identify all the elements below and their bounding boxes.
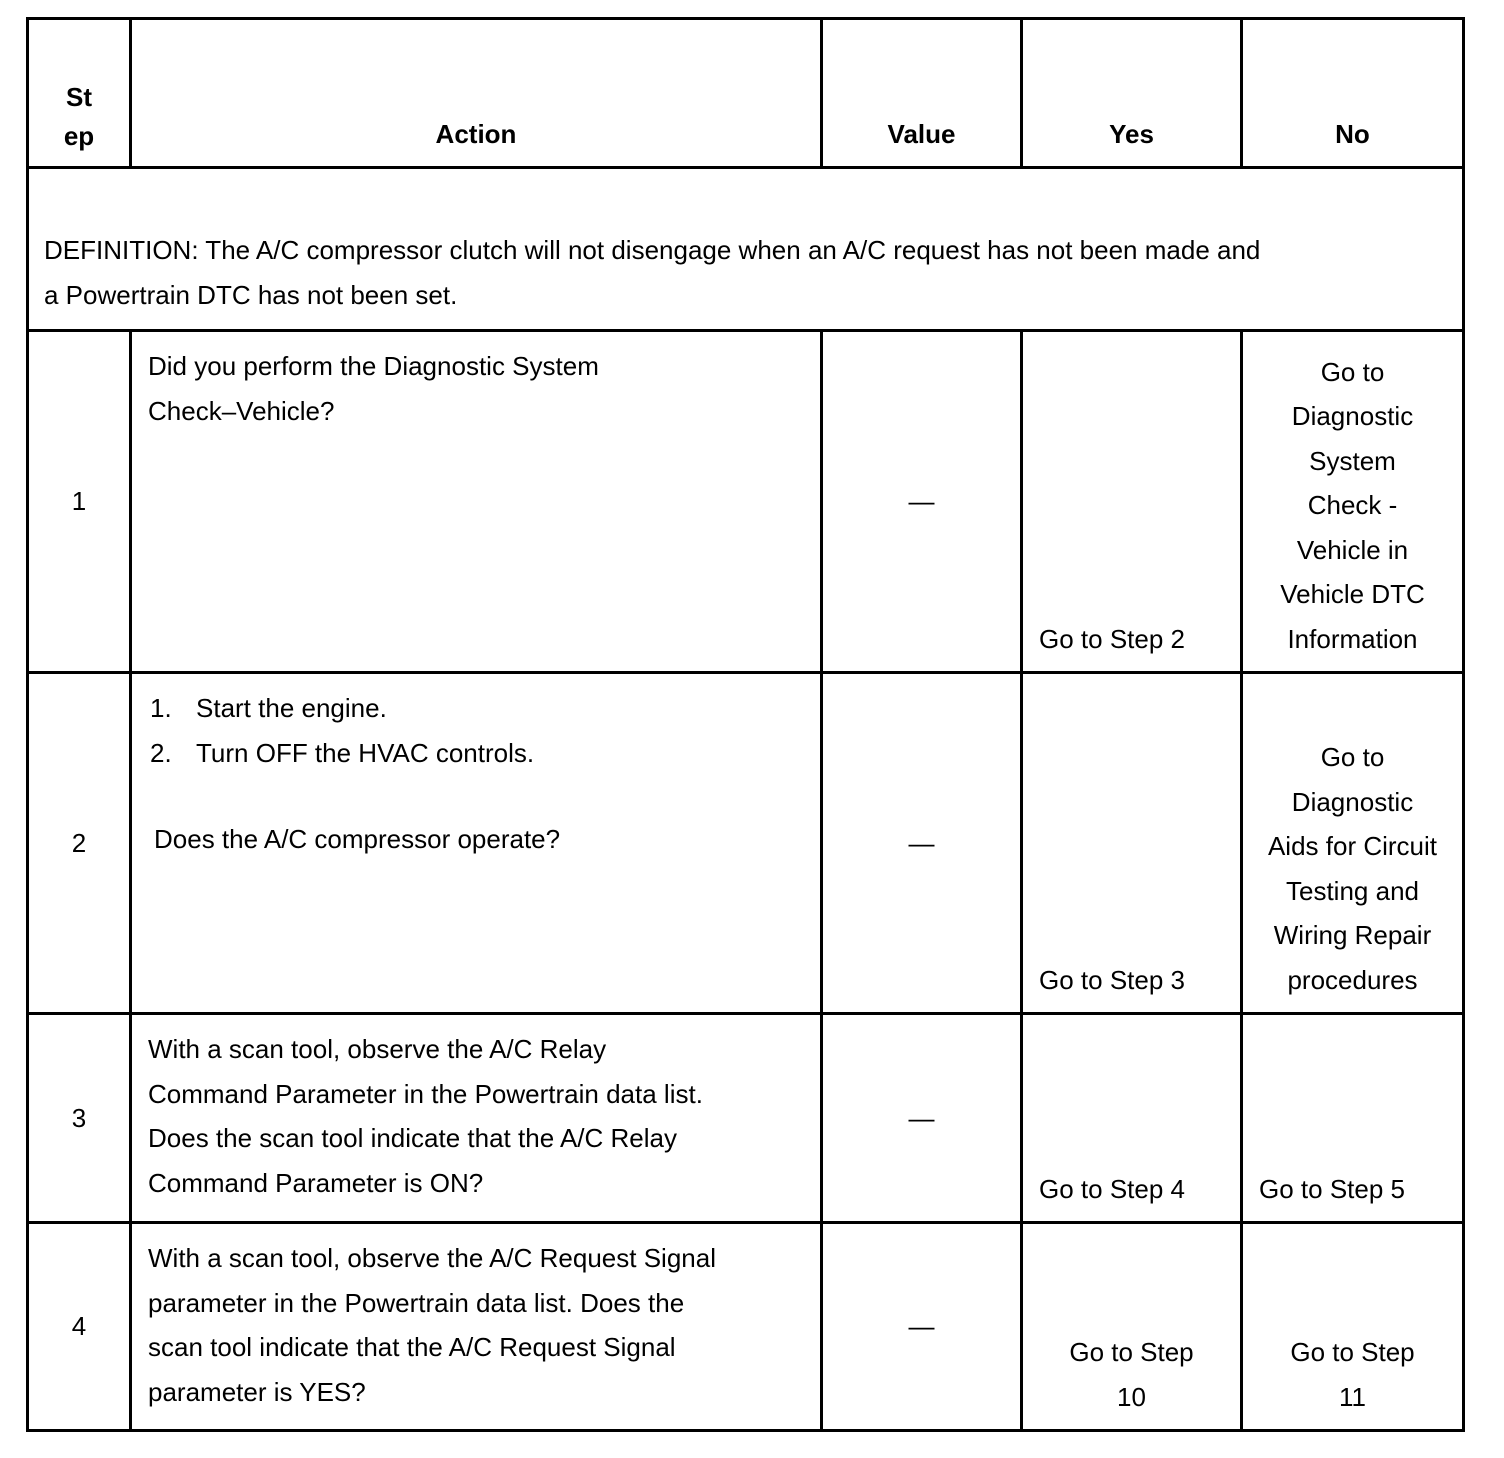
action-cell: [131, 673, 822, 1014]
list-text: Start the engine.: [196, 693, 387, 723]
value-cell: —: [822, 1014, 1022, 1223]
no-line: Diagnostic: [1291, 401, 1414, 431]
table-row: [28, 1223, 1464, 1431]
no-line: Vehicle in: [1296, 534, 1409, 565]
action-line: With a scan tool, observe the A/C Request Signal: [148, 1243, 716, 1273]
yes-line: Go to Step: [1069, 1337, 1194, 1367]
action-list-item: [148, 686, 810, 731]
no-cell: [1242, 1223, 1464, 1431]
no-line: Vehicle DTC: [1280, 579, 1425, 609]
action-question: Does the A/C compressor operate?: [154, 824, 561, 854]
definition-cell: [28, 168, 1464, 331]
no-cell: [1242, 673, 1464, 1014]
list-text: Turn OFF the HVAC controls.: [196, 737, 535, 768]
yes-cell: Go to Step 4: [1022, 1014, 1242, 1223]
action-line: scan tool indicate that the A/C Request Signal: [148, 1332, 676, 1362]
yes-cell: Go to Step 3: [1022, 673, 1242, 1014]
yes-cell: Go to Step 2: [1022, 331, 1242, 673]
step-number: 2: [28, 673, 131, 1014]
step-number: 4: [28, 1223, 131, 1431]
value-cell: —: [822, 331, 1022, 673]
definition-line: a Powertrain DTC has not been set.: [44, 279, 458, 310]
no-line: procedures: [1287, 964, 1418, 995]
no-line: Go to: [1320, 742, 1385, 772]
header-step-line: St: [66, 82, 92, 112]
no-cell: Go to Step 5: [1242, 1014, 1464, 1223]
header-row: [28, 19, 1464, 168]
value-cell: —: [822, 1223, 1022, 1431]
table-row: [28, 331, 1464, 673]
list-number: 2.: [150, 737, 172, 768]
action-line: parameter is YES?: [148, 1376, 366, 1407]
definition-line: DEFINITION: The A/C compressor clutch will not disengage when an A/C request has not been made and: [44, 235, 1261, 265]
action-list-item: [148, 731, 810, 776]
header-value: Value: [822, 19, 1022, 168]
header-no: No: [1242, 19, 1464, 168]
yes-line: 10: [1117, 1381, 1146, 1412]
yes-cell: [1022, 1223, 1242, 1431]
header-yes: Yes: [1022, 19, 1242, 168]
value-cell: —: [822, 673, 1022, 1014]
spacer: [148, 775, 810, 817]
no-line: 11: [1339, 1381, 1366, 1412]
no-line: Diagnostic: [1291, 786, 1414, 817]
action-line: Does the scan tool indicate that the A/C Relay: [148, 1123, 677, 1153]
no-line: Aids for Circuit: [1267, 831, 1438, 861]
step-number: 1: [28, 331, 131, 673]
header-step-line: ep: [63, 121, 95, 151]
action-cell: [131, 331, 822, 673]
header-step: [28, 19, 131, 168]
no-line: System: [1309, 445, 1396, 476]
no-cell: [1242, 331, 1464, 673]
header-action: Action: [131, 19, 822, 168]
table-row: [28, 673, 1464, 1014]
action-line: With a scan tool, observe the A/C Relay: [148, 1034, 607, 1064]
action-line: parameter in the Powertrain data list. Does the: [148, 1287, 685, 1318]
table-row: [28, 1014, 1464, 1223]
no-line: Check -: [1307, 490, 1398, 520]
action-line: Command Parameter is ON?: [148, 1167, 484, 1198]
action-line: Command Parameter in the Powertrain data list.: [148, 1078, 703, 1109]
action-cell: [131, 1014, 822, 1223]
no-line: Information: [1287, 623, 1418, 654]
step-number: 3: [28, 1014, 131, 1223]
no-line: Wiring Repair: [1273, 920, 1432, 950]
action-line: Did you perform the Diagnostic System: [148, 351, 599, 381]
action-cell: [131, 1223, 822, 1431]
action-line: Check–Vehicle?: [148, 395, 335, 426]
diagnostic-table: [26, 17, 1465, 1432]
no-line: Go to: [1320, 356, 1385, 387]
definition-row: [28, 168, 1464, 331]
no-line: Testing and: [1286, 875, 1419, 906]
list-number: 1.: [150, 693, 172, 723]
no-line: Go to Step: [1290, 1337, 1415, 1367]
